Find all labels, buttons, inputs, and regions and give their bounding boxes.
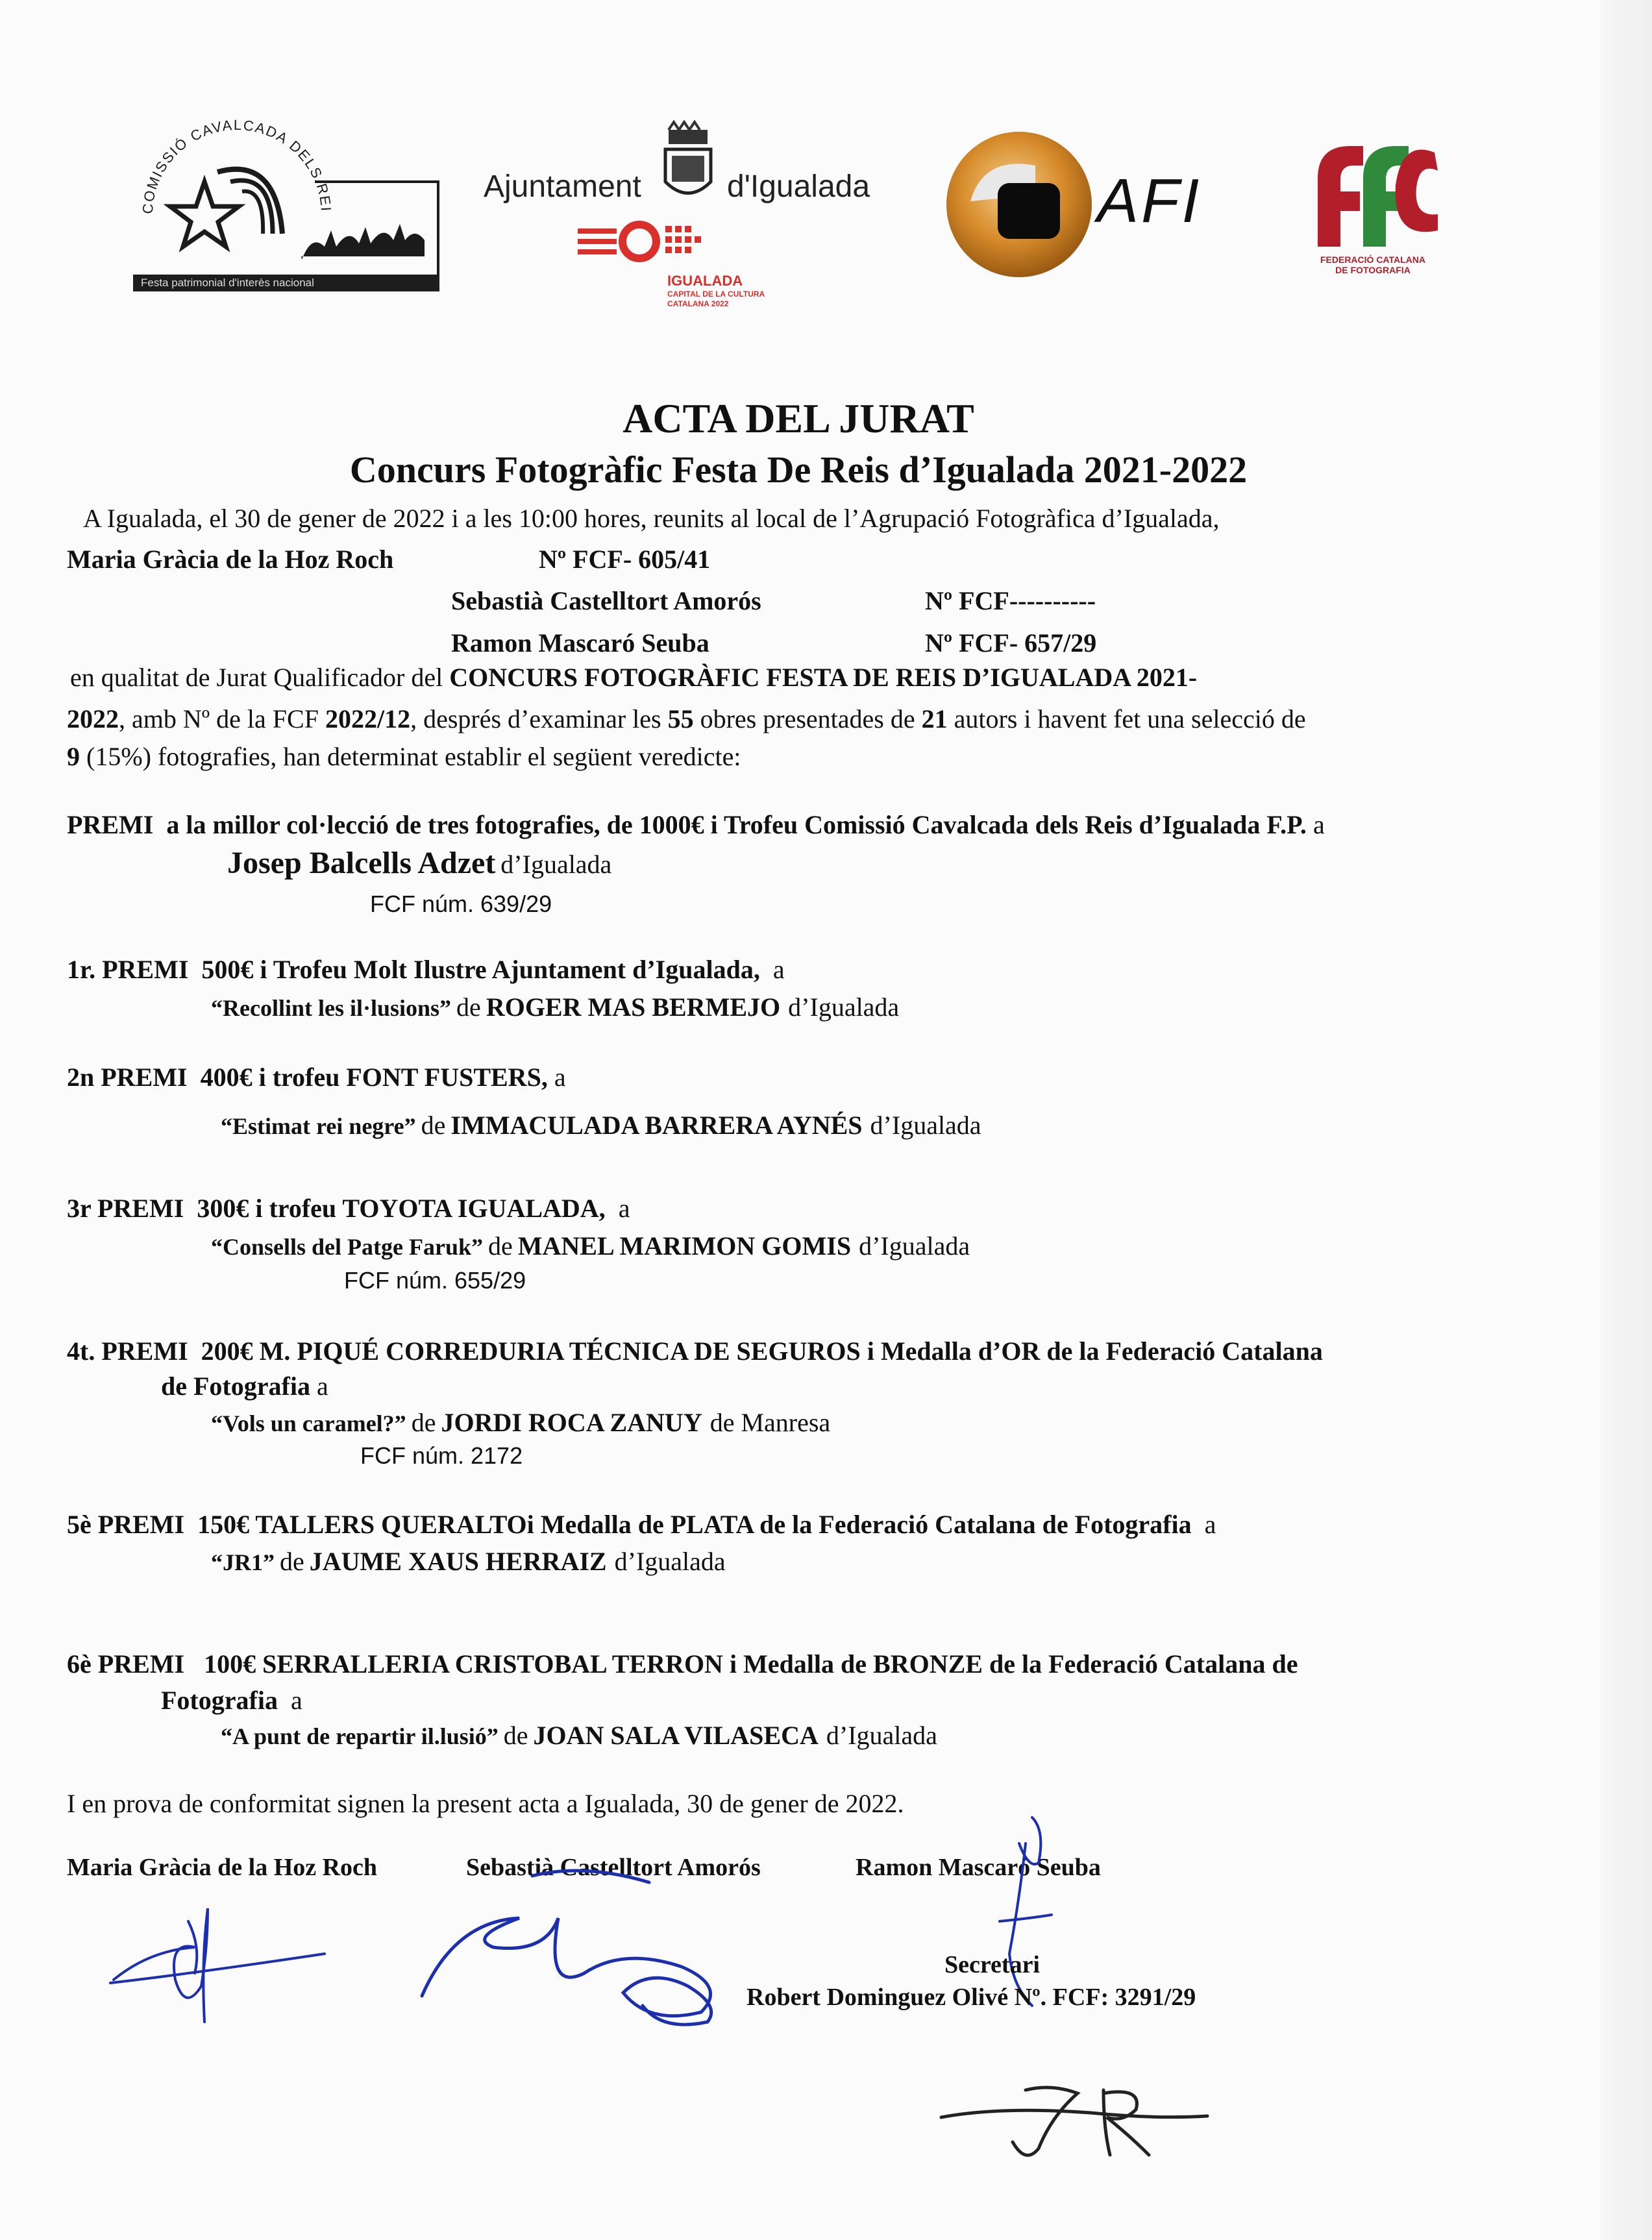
page-title: ACTA DEL JURAT	[623, 395, 974, 441]
prize4-line	[67, 1336, 1323, 1366]
scan-edge	[1600, 0, 1652, 2240]
work-author: IMMACULADA BARRERA AYNÉS	[450, 1111, 863, 1140]
ajuntament-right: d'Igualada	[727, 169, 870, 204]
main-prize-line	[67, 809, 1325, 840]
jury-num-2: Nº FCF----------	[925, 586, 1096, 615]
work-de: de	[411, 1408, 436, 1437]
contest-year: 2022	[67, 704, 119, 733]
prize-label: 2n PREMI	[67, 1063, 188, 1092]
paragraph-line3	[67, 741, 741, 772]
star-arc-icon	[127, 110, 445, 295]
igualada-label: IGUALADA	[667, 273, 743, 289]
main-winner-fcf: FCF núm. 639/29	[370, 891, 552, 917]
work-title: “Recollint les il·lusions”	[211, 995, 452, 1021]
prize-desc: 150€ TALLERS QUERALTOi Medalla de PLATA de la Federació Catalana de Fotografia	[197, 1510, 1192, 1539]
work-title: “Estimat rei negre”	[221, 1113, 416, 1139]
jury-name-3: Ramon Mascaró Seuba	[451, 628, 709, 658]
prize-a: a	[316, 1372, 328, 1401]
work-de: de	[280, 1547, 304, 1576]
signature-1-icon	[110, 1908, 325, 2022]
works-count: 55	[667, 704, 694, 733]
prize1-work-line	[211, 992, 899, 1022]
paragraph-line2	[67, 704, 1306, 734]
contest-name: CONCURS FOTOGRÀFIC FESTA DE REIS D’IGUALADA 2021-	[449, 663, 1198, 692]
authors-count: 21	[921, 704, 948, 733]
prize-label: 4t. PREMI	[67, 1336, 188, 1366]
cultura-mark-icon	[578, 221, 708, 266]
work-author: ROGER MAS BERMEJO	[486, 992, 781, 1022]
fcf-line1: FEDERACIÓ CATALANA	[1320, 254, 1426, 265]
author-town: d’Igualada	[614, 1547, 726, 1576]
secretari-label: Secretari	[944, 1951, 1040, 1978]
para-text: en qualitat de Jurat Qualificador del	[70, 663, 450, 692]
author-town: d’Igualada	[788, 992, 900, 1022]
para-text: , amb Nº de la FCF	[119, 704, 325, 733]
work-de: de	[456, 992, 481, 1022]
prize-a: a	[618, 1194, 630, 1223]
prize-a: a	[1204, 1510, 1216, 1539]
work-author: JORDI ROCA ZANUY	[441, 1408, 702, 1437]
cavalcada-logo	[127, 110, 445, 295]
ajuntament-logo	[484, 117, 886, 325]
author-town: d’Igualada	[870, 1111, 981, 1140]
prize-desc: 400€ i trofeu FONT FUSTERS,	[200, 1063, 548, 1092]
jury-name-1: Maria Gràcia de la Hoz Roch	[67, 545, 394, 574]
prize-desc: Fotografia	[161, 1686, 278, 1715]
jury-name-2: Sebastià Castelltort Amorós	[451, 586, 761, 615]
signer-3: Ramon Mascaró Seuba	[856, 1854, 1101, 1881]
prize5-work-line	[211, 1546, 726, 1577]
jury-num-1: Nº FCF- 605/41	[539, 545, 711, 574]
prize3-line	[67, 1193, 630, 1224]
afi-disc-icon	[944, 130, 1094, 279]
prize-desc: 200€ M. PIQUÉ CORREDURIA TÉCNICA DE SEGUROS i Medalla d’OR de la Federació Catalana	[201, 1336, 1323, 1366]
prize-label: 6è PREMI	[67, 1649, 185, 1679]
work-title: “Vols un caramel?”	[211, 1410, 406, 1436]
prize4-line2	[161, 1371, 328, 1401]
work-author: JOAN SALA VILASECA	[533, 1721, 819, 1750]
prize3-fcf: FCF núm. 655/29	[344, 1267, 526, 1294]
prize2-work-line	[221, 1110, 981, 1140]
author-town: de Manresa	[709, 1408, 831, 1437]
prize-label: 1r. PREMI	[67, 955, 189, 984]
prize-label: 5è PREMI	[67, 1510, 185, 1539]
svg-text:COMISSIÓ CAVALCADA DELS REIS D	[127, 110, 334, 214]
prize5-line	[67, 1509, 1216, 1540]
main-winner: Josep Balcells Adzet	[227, 846, 496, 880]
prize4-work-line	[211, 1407, 830, 1438]
signer-2: Sebastià Castelltort Amorós	[466, 1854, 761, 1881]
selection-count: 9	[67, 742, 80, 771]
work-de: de	[503, 1721, 528, 1750]
secretari-name: Robert Dominguez Olivé Nº. FCF: 3291/29	[746, 1984, 1196, 2011]
intro-line: A Igualada, el 30 de gener de 2022 i a les 10:00 hores, reunits al local de l’Agrupació Fotogràfica d’Igualada,	[83, 504, 1220, 533]
prize6-line2	[161, 1685, 302, 1716]
paragraph-line1	[70, 662, 1197, 693]
ajuntament-left: Ajuntament	[484, 169, 641, 204]
prize-a: a	[554, 1063, 566, 1092]
prize6-work-line	[221, 1720, 937, 1751]
prize-a: a	[772, 955, 785, 984]
afi-text: AFI	[1097, 166, 1202, 236]
work-title: “Consells del Patge Faruk”	[211, 1234, 483, 1260]
coat-of-arms-icon	[652, 120, 724, 211]
cavalcada-bar-text: Festa patrimonial d'interès nacional	[133, 275, 439, 291]
prize4-fcf: FCF núm. 2172	[360, 1442, 523, 1469]
work-author: JAUME XAUS HERRAIZ	[309, 1547, 607, 1576]
work-de: de	[488, 1231, 513, 1261]
prize3-work-line	[211, 1231, 970, 1261]
prize-desc: de Fotografia	[161, 1372, 310, 1401]
para-text: (15%) fotografies, han determinat establir el següent veredicte:	[80, 742, 741, 771]
para-text: autors i havent fet una selecció de	[947, 704, 1306, 733]
prize-a: a	[290, 1686, 302, 1715]
prize-desc: 300€ i trofeu TOYOTA IGUALADA,	[197, 1194, 606, 1223]
work-title: “JR1”	[211, 1549, 275, 1575]
closing-line: I en prova de conformitat signen la present acta a Igualada, 30 de gener de 2022.	[67, 1789, 904, 1818]
jury-num-3: Nº FCF- 657/29	[925, 628, 1097, 658]
winner-town: d’Igualada	[500, 850, 612, 879]
capital-line2: CATALANA 2022	[667, 299, 729, 308]
signature-secretari-icon	[941, 2087, 1207, 2155]
signature-2-icon	[422, 1871, 711, 2025]
afi-logo	[944, 130, 1237, 279]
prize-label: PREMI	[67, 810, 154, 839]
fcf-number: 2022/12	[325, 704, 411, 733]
fcf-line2: DE FOTOGRAFIA	[1335, 265, 1411, 275]
prize-desc: a la millor col·lecció de tres fotografies, de 1000€ i Trofeu Comissió Cavalcada dels Reis d’Igualada F.P.	[166, 810, 1307, 839]
fcf-logo	[1305, 133, 1448, 282]
para-text: obres presentades de	[693, 704, 922, 733]
prize-label: 3r PREMI	[67, 1194, 184, 1223]
cavalcada-arc-text: COMISSIÓ CAVALCADA DELS REI	[139, 116, 335, 215]
work-de: de	[421, 1111, 446, 1140]
signer-1: Maria Gràcia de la Hoz Roch	[67, 1854, 378, 1881]
prize1-line	[67, 954, 785, 985]
capital-line1: CAPITAL DE LA CULTURA	[667, 289, 765, 299]
prize-desc: 100€ SERRALLERIA CRISTOBAL TERRON i Medalla de BRONZE de la Federació Catalana de	[204, 1649, 1298, 1679]
work-title: “A punt de repartir il.lusió”	[221, 1723, 499, 1749]
prize2-line	[67, 1062, 566, 1092]
prize-desc: 500€ i Trofeu Molt Ilustre Ajuntament d’Igualada,	[201, 955, 760, 984]
para-text: , després d’examinar les	[410, 704, 668, 733]
fcf-mark-icon	[1305, 133, 1448, 250]
main-prize-winner-line	[227, 845, 611, 881]
work-author: MANEL MARIMON GOMIS	[517, 1231, 852, 1261]
prize6-line	[67, 1649, 1298, 1679]
page-subtitle: Concurs Fotogràfic Festa De Reis d’Igualada 2021-2022	[349, 449, 1248, 491]
prize-a: a	[1313, 810, 1325, 839]
author-town: d’Igualada	[826, 1721, 937, 1750]
author-town: d’Igualada	[859, 1231, 970, 1261]
